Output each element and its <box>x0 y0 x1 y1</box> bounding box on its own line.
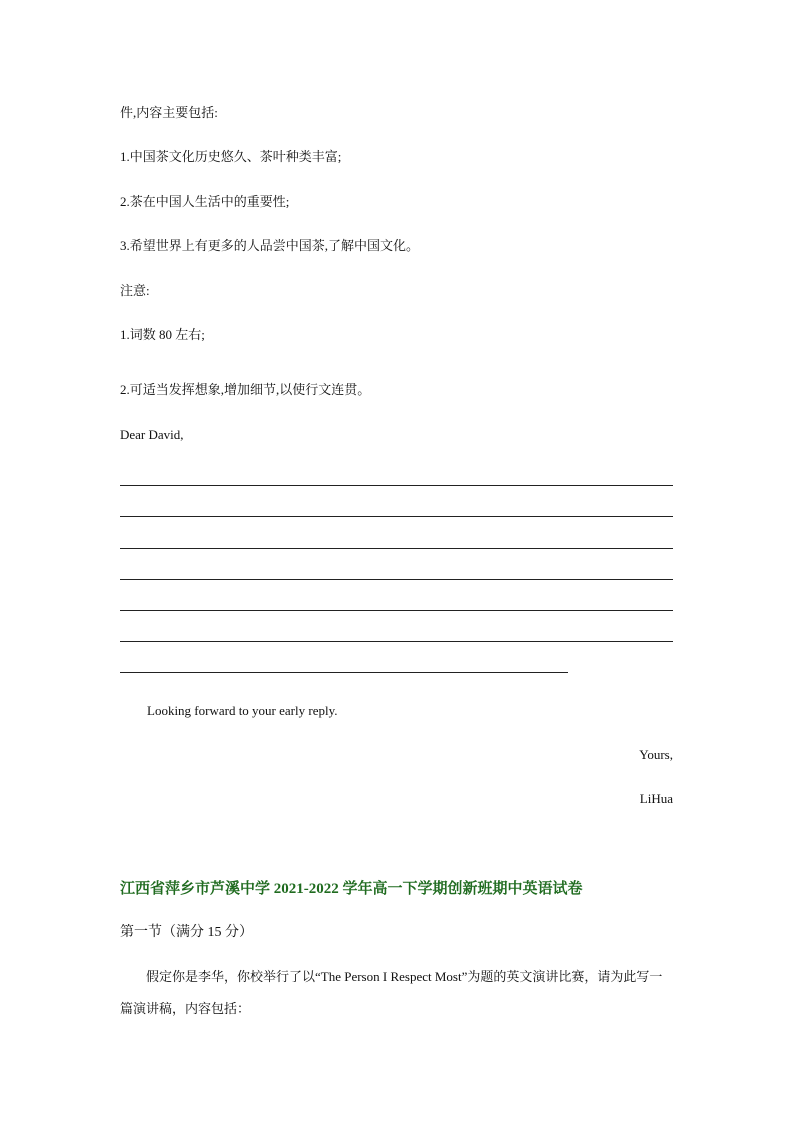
prompt-paragraph: 假定你是李华，你校举行了以“The Person I Respect Most”为题的英文演讲比赛，请为此写一篇演讲稿，内容包括： <box>120 969 663 1016</box>
text-line: 1.词数 80 左右; <box>120 327 205 342</box>
section-title: 江西省萍乡市芦溪中学 2021-2022 学年高一下学期创新班期中英语试卷 <box>120 881 583 897</box>
answer-line <box>120 610 673 611</box>
text-line: 件,内容主要包括: <box>120 105 218 120</box>
answer-line <box>120 485 673 486</box>
signature: LiHua <box>639 791 673 806</box>
answer-line <box>120 579 673 580</box>
salutation: Dear David, <box>120 427 184 442</box>
section-subtitle: 第一节（满分 15 分） <box>120 925 253 940</box>
yours-line: Yours, <box>639 747 673 762</box>
answer-line <box>120 641 673 642</box>
closing-line: Looking forward to your early reply. <box>147 703 338 718</box>
text-line: 1.中国茶文化历史悠久、茶叶种类丰富; <box>120 149 342 164</box>
text-line: 2.可适当发挥想象,增加细节,以使行文连贯。 <box>120 382 371 397</box>
text-line: 3.希望世界上有更多的人品尝中国茶,了解中国文化。 <box>120 238 420 253</box>
answer-line <box>120 516 673 517</box>
answer-line <box>120 548 673 549</box>
answer-line <box>120 672 568 673</box>
text-line: 2.茶在中国人生活中的重要性; <box>120 194 290 209</box>
text-line: 注意: <box>120 283 150 298</box>
